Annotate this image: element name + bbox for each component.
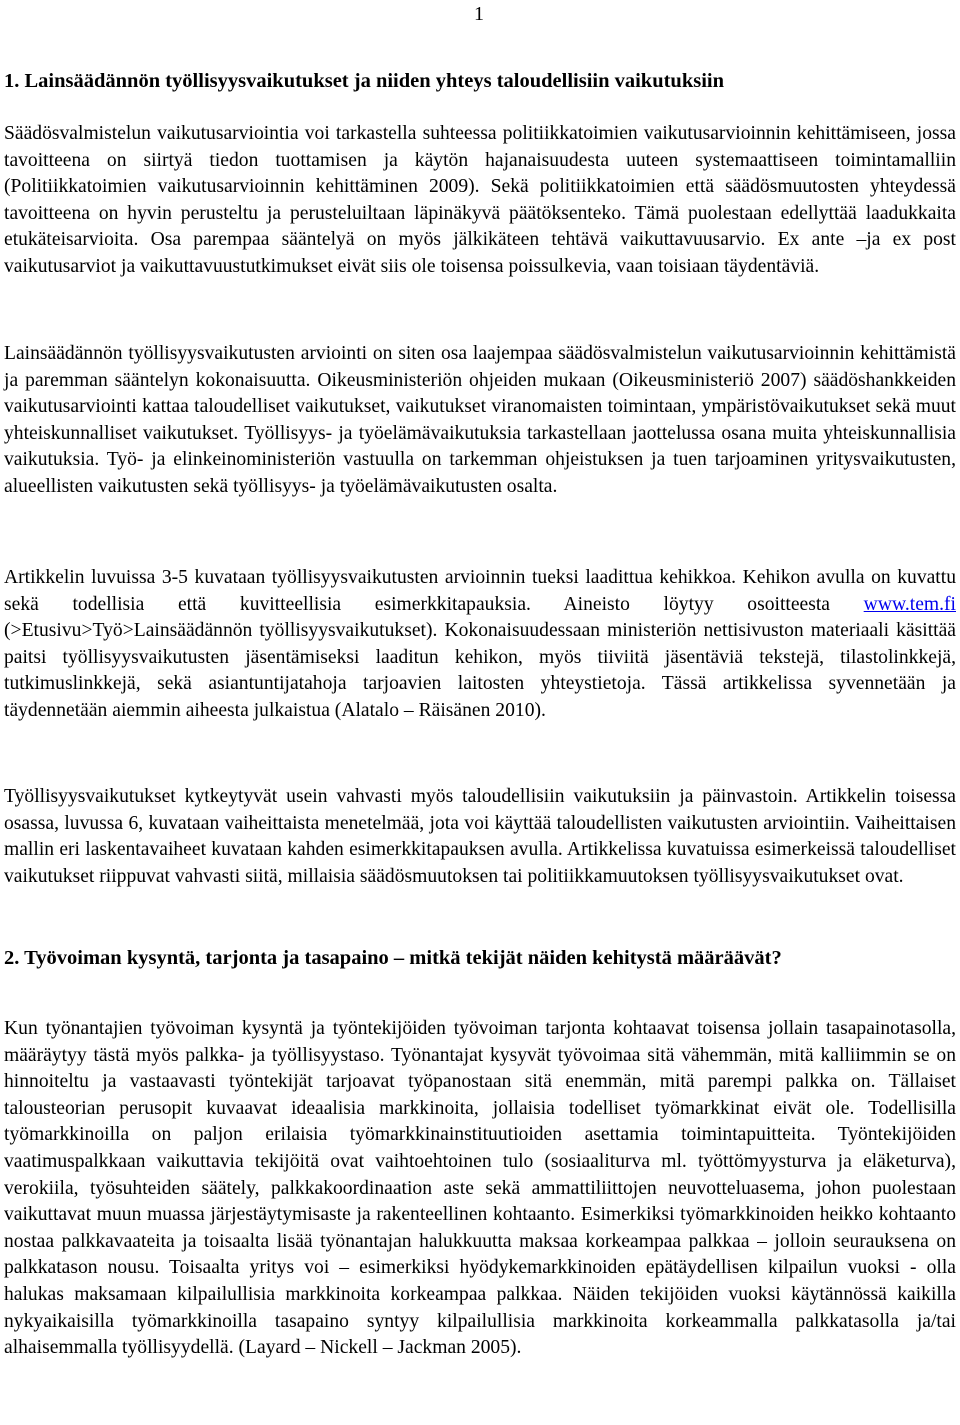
paragraph-3-text-after-link: (>Etusivu>Työ>Lainsäädännön työllisyysvaikutukset). Kokonaisuudessaan ministeriön nettisivuston materiaali käsittää paitsi työllisyysvaikutusten jäsentämiseksi laaditun kehikon, myös tiiviitä jäsentäviä tekstejä, tilastolinkkejä, tutkimuslinkkejä, sekä asiantuntijatahoja tarjoavien laitosten yhteystietoja. Tässä artikkelissa syvennetään ja täydennetään aiemmin aiheesta julkaistua (Alatalo – Räisänen 2010). [4, 620, 956, 721]
tem-website-link[interactable]: www.tem.fi [863, 593, 956, 615]
section-1-paragraph-3 [4, 565, 956, 725]
section-2-heading: 2. Työvoiman kysyntä, tarjonta ja tasapaino – mitkä tekijät näiden kehitystä määräävät? [4, 947, 782, 969]
section-2-paragraph-1: Kun työnantajien työvoiman kysyntä ja työntekijöiden työvoiman tarjonta kohtaavat toisensa jollain tasapainotasolla, määräytyy tästä myös palkka- ja työllisyystaso. Työnantajat kysyvät työvoimaa sitä vähemmän, mitä kalliimmin se on hinnoiteltu ja vastaavasti työntekijät tarjoavat työpanostaan sitä enemmän, mitä parempi palkka on. Tällaiset talousteorian perusopit kuvaavat ideaalisia markkinoita, jollaisia todelliset työmarkkinat eivät ole. Todellisilla työmarkkinoilla on paljon erilaisia työmarkkinainstituutioiden asettamia toimintapuitteita. Työntekijöiden vaatimuspalkkaan vaikuttavia tekijöitä ovat vaihtoehtoinen tulo (sosiaaliturva ml. työttömyysturva ja eläketurva), verokiila, työsuhteiden säätely, palkkakoordinaation aste sekä ammattiliittojen neuvotteluasema, johon puolestaan vaikuttavat muun muassa järjestäytymisaste ja rakenteellinen kohtaanto. Esimerkiksi työmarkkinoiden heikko kohtaanto nostaa palkkavaateita ja toisaalta lisää työnantajan halukkuutta maksaa korkeampaa palkkaa – jolloin seurauksena on palkkatason nousu. Toisaalta yritys voi – esimerkiksi hyödykemarkkinoiden epätäydellisen kilpailun vuoksi - olla halukas maksamaan kilpailullisia markkinoita korkeampaa palkkaa. Näiden tekijöiden vuoksi käytännössä kaikilla nykyaikaisilla työmarkkinoilla tasapaino syntyy kilpailullisia markkinoita korkeammalla palkkatasolla ja/tai alhaisemmalla työllisyydellä. (Layard – Nickell – Jackman 2005). [4, 1018, 956, 1359]
section-1-paragraph-4: Työllisyysvaikutukset kytkeytyvät usein vahvasti myös taloudellisiin vaikutuksiin ja päinvastoin. Artikkelin toisessa osassa, luvussa 6, kuvataan vaiheittaista menetelmää, jota voi käyttää taloudellisten vaikutusten arviointiin. Vaiheittaisen mallin eri laskentavaiheet kuvataan kahden esimerkkitapauksen avulla. Artikkelissa kuvatuissa esimerkeissä taloudelliset vaikutukset riippuvat vahvasti siitä, millaisia säädösmuutoksen tai politiikkamuutoksen työllisyysvaikutukset ovat. [4, 786, 956, 887]
page-number: 1 [474, 3, 484, 25]
section-1-paragraph-1: Säädösvalmistelun vaikutusarviointia voi tarkastella suhteessa politiikkatoimien vaikutusarvioinnin kehittämiseen, jossa tavoitteena on siirtyä tiedon tuottamisen ja käytön hajanaisuudesta uuteen systemaattiseen toimintamalliin (Politiikkatoimien vaikutusarvioinnin kehittäminen 2009). Sekä politiikkatoimien että säädösmuutosten yhteydessä tavoitteena on hyvin perusteltu ja perusteluiltaan läpinäkyvä päätöksenteko. Tämä puolestaan edellyttää laadukkaita etukäteisarvioita. Osa parempaa sääntelyä on myös jälkikäteen tehtävä vaikuttavuusarvio. Ex ante –ja ex post vaikutusarviot ja vaikuttavuustutkimukset eivät siis ole toisensa poissulkevia, vaan toisiaan täydentäviä. [4, 123, 956, 277]
section-1-paragraph-2: Lainsäädännön työllisyysvaikutusten arviointi on siten osa laajempaa säädösvalmistelun vaikutusarvioinnin kehittämistä ja paremman sääntelyn kokonaisuutta. Oikeusministeriön ohjeiden mukaan (Oikeusministeriö 2007) säädöshankkeiden vaikutusarviointi kattaa taloudelliset vaikutukset, vaikutukset viranomaisten toimintaan, ympäristövaikutukset sekä muut yhteiskunnalliset vaikutukset. Työllisyys- ja työelämävaikutuksia tarkastellaan jaottelussa osana muita yhteiskunnallisia vaikutuksia. Työ- ja elinkeinoministeriön vastuulla on tarkemman ohjeistuksen ja tuen tarjoaminen yritysvaikutusten, alueellisten vaikutusten sekä työllisyys- ja työelämävaikutusten osalta. [4, 343, 956, 497]
paragraph-3-text-before-link: Artikkelin luvuissa 3-5 kuvataan työllisyysvaikutusten arvioinnin tueksi laadittua kehikkoa. Kehikon avulla on kuvattu sekä todellisia että kuvitteellisia esimerkkitapauksia. Aineisto löytyy osoitteesta [4, 567, 956, 615]
section-1-heading: 1. Lainsäädännön työllisyysvaikutukset ja niiden yhteys taloudellisiin vaikutuksiin [4, 70, 725, 92]
